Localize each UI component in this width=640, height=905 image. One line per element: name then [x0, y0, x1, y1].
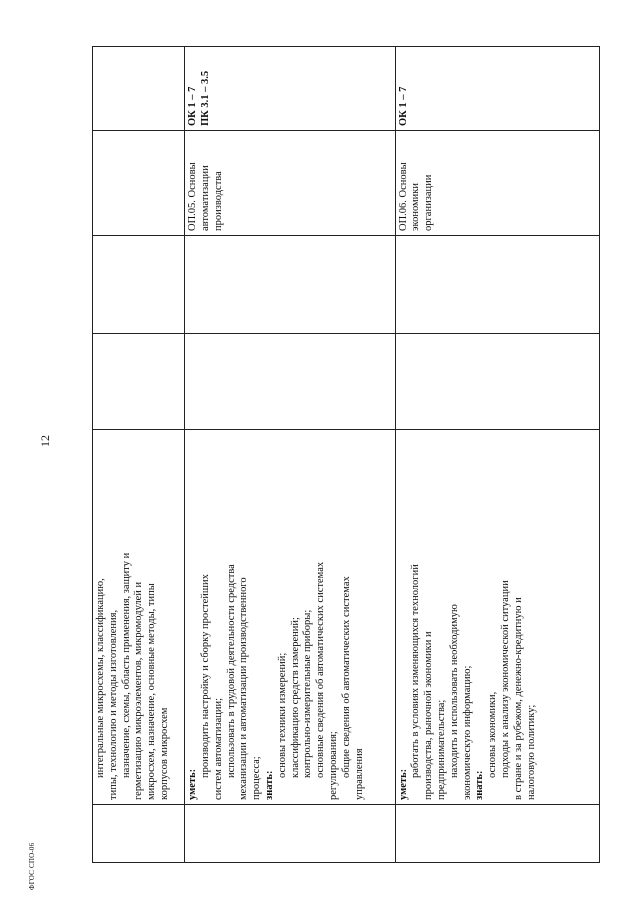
requirement-line: в стране и за рубежом, денежно-кредитную и	[512, 597, 524, 800]
competency-code: ОК 1 – 7	[187, 86, 199, 126]
requirement-line: корпусов микросхем	[158, 707, 170, 800]
requirement-line: процесса;	[251, 756, 263, 800]
page-number: 12	[38, 435, 52, 447]
requirement-line: общие сведения об автоматических системах	[340, 576, 352, 778]
requirement-line: систем автоматизации;	[212, 697, 224, 800]
requirement-line: назначение, схемы, область применения, защиту и	[120, 552, 132, 778]
discipline-cell: ОП.06. Основы экономики организации	[395, 131, 599, 236]
competency-table-wrapper	[92, 47, 600, 863]
hours-cell	[185, 236, 395, 334]
requirement-line: находить и использовать необходимую	[448, 604, 460, 778]
requirements-cell	[185, 430, 395, 805]
discipline-cell: ОП.05. Основы автоматизации производства	[185, 131, 395, 236]
requirement-line: управления	[353, 748, 365, 800]
requirement-line: работать в условиях изменяющихся технологий	[410, 564, 422, 778]
requirement-line: механизации и автоматизации производственного	[238, 577, 250, 800]
requirements-cell	[395, 430, 599, 805]
code-cell	[185, 805, 395, 863]
requirement-line: основные сведения об автоматических системах	[315, 561, 327, 778]
competency-code: ПК 3.1 – 3.5	[199, 70, 211, 126]
table-row	[395, 47, 599, 863]
requirement-line: герметизацию микроэлементов, микромодулей и	[133, 581, 145, 800]
requirement-line: классификацию средств измерений;	[289, 617, 301, 778]
requirement-line: использовать в трудовой деятельности средства	[225, 564, 237, 778]
competencies-cell	[185, 47, 395, 131]
table-row	[185, 47, 395, 863]
hours-cell	[395, 334, 599, 430]
competency-table	[92, 46, 600, 863]
code-cell	[93, 805, 185, 863]
requirement-line: подходы к анализу экономической ситуации	[499, 580, 511, 778]
znat-label: знать:	[263, 770, 275, 800]
requirement-line: микросхем, назначение, основные методы, типы	[146, 583, 158, 800]
hours-cell	[185, 334, 395, 430]
discipline-cell	[93, 131, 185, 236]
table-row	[93, 47, 185, 863]
competencies-cell	[395, 47, 599, 131]
code-cell	[395, 805, 599, 863]
requirement-line: интегральные микросхемы, классификацию,	[95, 578, 106, 778]
competency-code: ОК 1 – 7	[397, 86, 409, 126]
requirement-line: основы экономики,	[487, 691, 499, 778]
hours-cell	[395, 236, 599, 334]
umet-label: уметь:	[397, 768, 409, 800]
umet-label: уметь:	[187, 768, 199, 800]
hours-cell	[93, 236, 185, 334]
requirement-line: производить настройку и сборку простейших	[199, 574, 211, 778]
requirement-line: предпринимательства;	[435, 699, 447, 800]
requirement-line: типы, технологию и методы изготовления,	[107, 609, 119, 800]
requirement-line: регулирования;	[327, 731, 339, 800]
requirement-line: налоговую политику;	[525, 704, 537, 800]
requirements-cell	[93, 430, 185, 805]
znat-label: знать:	[474, 770, 486, 800]
footer-code: ФГОС СПО-06	[28, 842, 36, 890]
requirement-line: основы техники измерений;	[276, 652, 288, 778]
requirement-line: производства, рыночной экономики и	[423, 631, 435, 800]
requirement-line: экономическую информацию;	[461, 665, 473, 800]
competencies-cell	[93, 47, 185, 131]
requirement-line: контрольно-измерительные приборы;	[302, 609, 314, 778]
hours-cell	[93, 334, 185, 430]
